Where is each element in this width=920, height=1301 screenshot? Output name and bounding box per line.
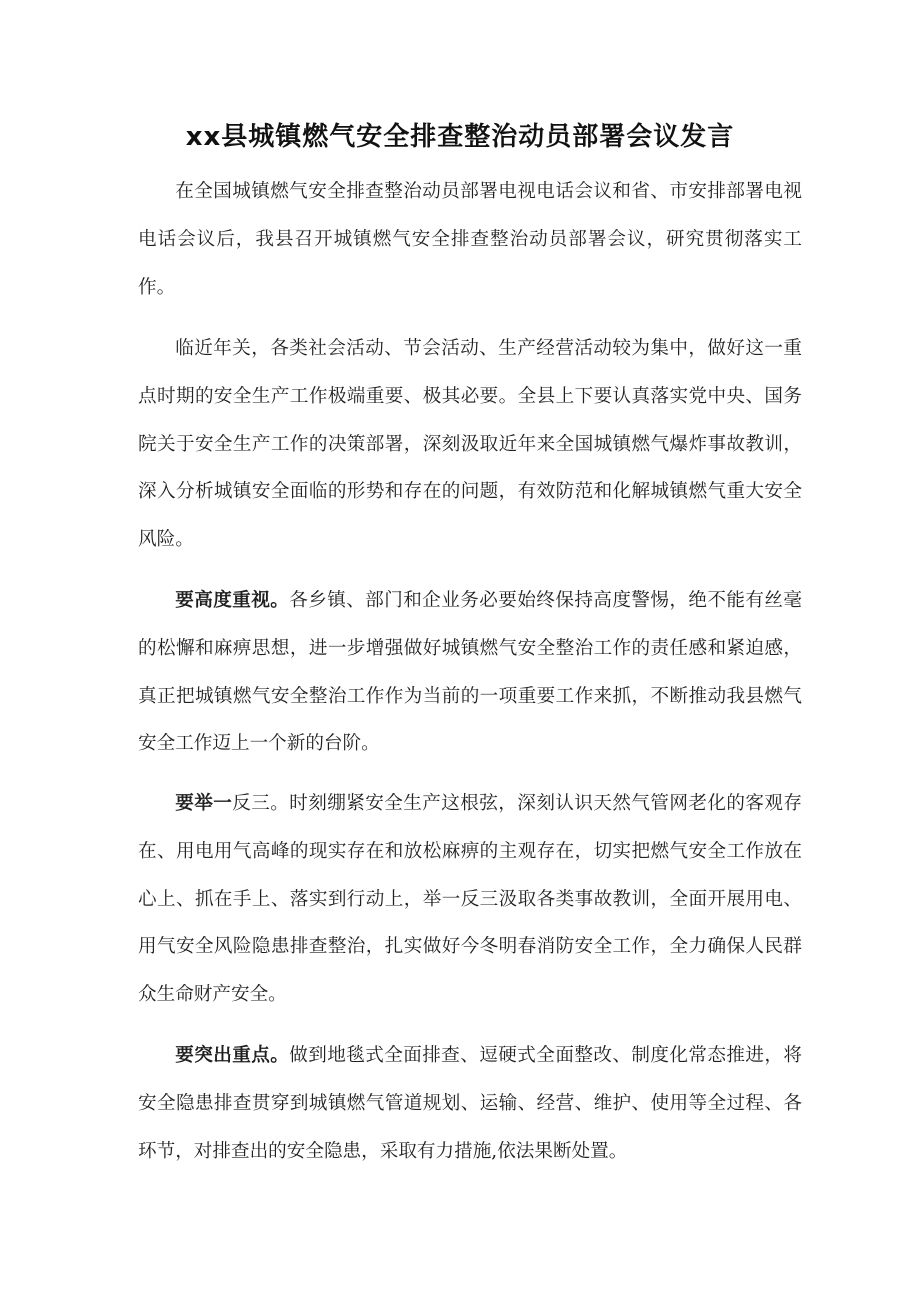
paragraph-text: 反三。时刻绷紧安全生产这根弦，深刻认识天然气管网老化的客观存在、用电用气高峰的现实存在和放松麻痹的主观存在，切实把燃气安全工作放在心上、抓在手上、落实到行动上，举一反三汲取各类事故教训，全面开展用电、用气安全风险隐患排查整治，扎实做好今冬明春消防安全工作，全力确保人民群众生命财产安全。 [138,793,802,1006]
document-title: xx县城镇燃气安全排查整治动员部署会议发言 [185,122,735,152]
paragraph-highlight-priorities [138,1032,802,1175]
paragraph-lead: 要高度重视。 [175,590,290,611]
paragraph-text: 做到地毯式全面排查、逗硬式全面整改、制度化常态推进，将安全隐患排查贯穿到城镇燃气管道规划、运输、经营、维护、使用等全过程、各环节，对排查出的安全隐患，采取有力措施,依法果断处置。 [138,1045,802,1162]
paragraph-text: 在全国城镇燃气安全排查整治动员部署电视电话会议和省、市安排部署电视电话会议后，我县召开城镇燃气安全排查整治动员部署会议，研究贯彻落实工作。 [138,181,802,298]
paragraph-intro [138,168,802,311]
paragraph-text: 各乡镇、部门和企业务必要始终保持高度警惕，绝不能有丝毫的松懈和麻痹思想，进一步增强做好城镇燃气安全整治工作的责任感和紧迫感，真正把城镇燃气安全整治工作作为当前的一项重要工作来抓，不断推动我县燃气安全工作迈上一个新的台阶。 [138,590,802,755]
paragraph-text: 临近年关，各类社会活动、节会活动、生产经营活动较为集中，做好这一重点时期的安全生产工作极端重要、极其必要。全县上下要认真落实党中央、国务院关于安全生产工作的决策部署，深刻汲取近年来全国城镇燃气爆炸事故教训，深入分析城镇安全面临的形势和存在的问题，有效防范和化解城镇燃气重大安全风险。 [138,338,802,551]
paragraph-lead: 要突出重点。 [175,1045,290,1066]
paragraph-draw-inferences [138,780,802,1019]
paragraph-attach-importance [138,577,802,768]
paragraph-lead: 要举一 [175,793,233,814]
paragraph-context [138,325,802,564]
